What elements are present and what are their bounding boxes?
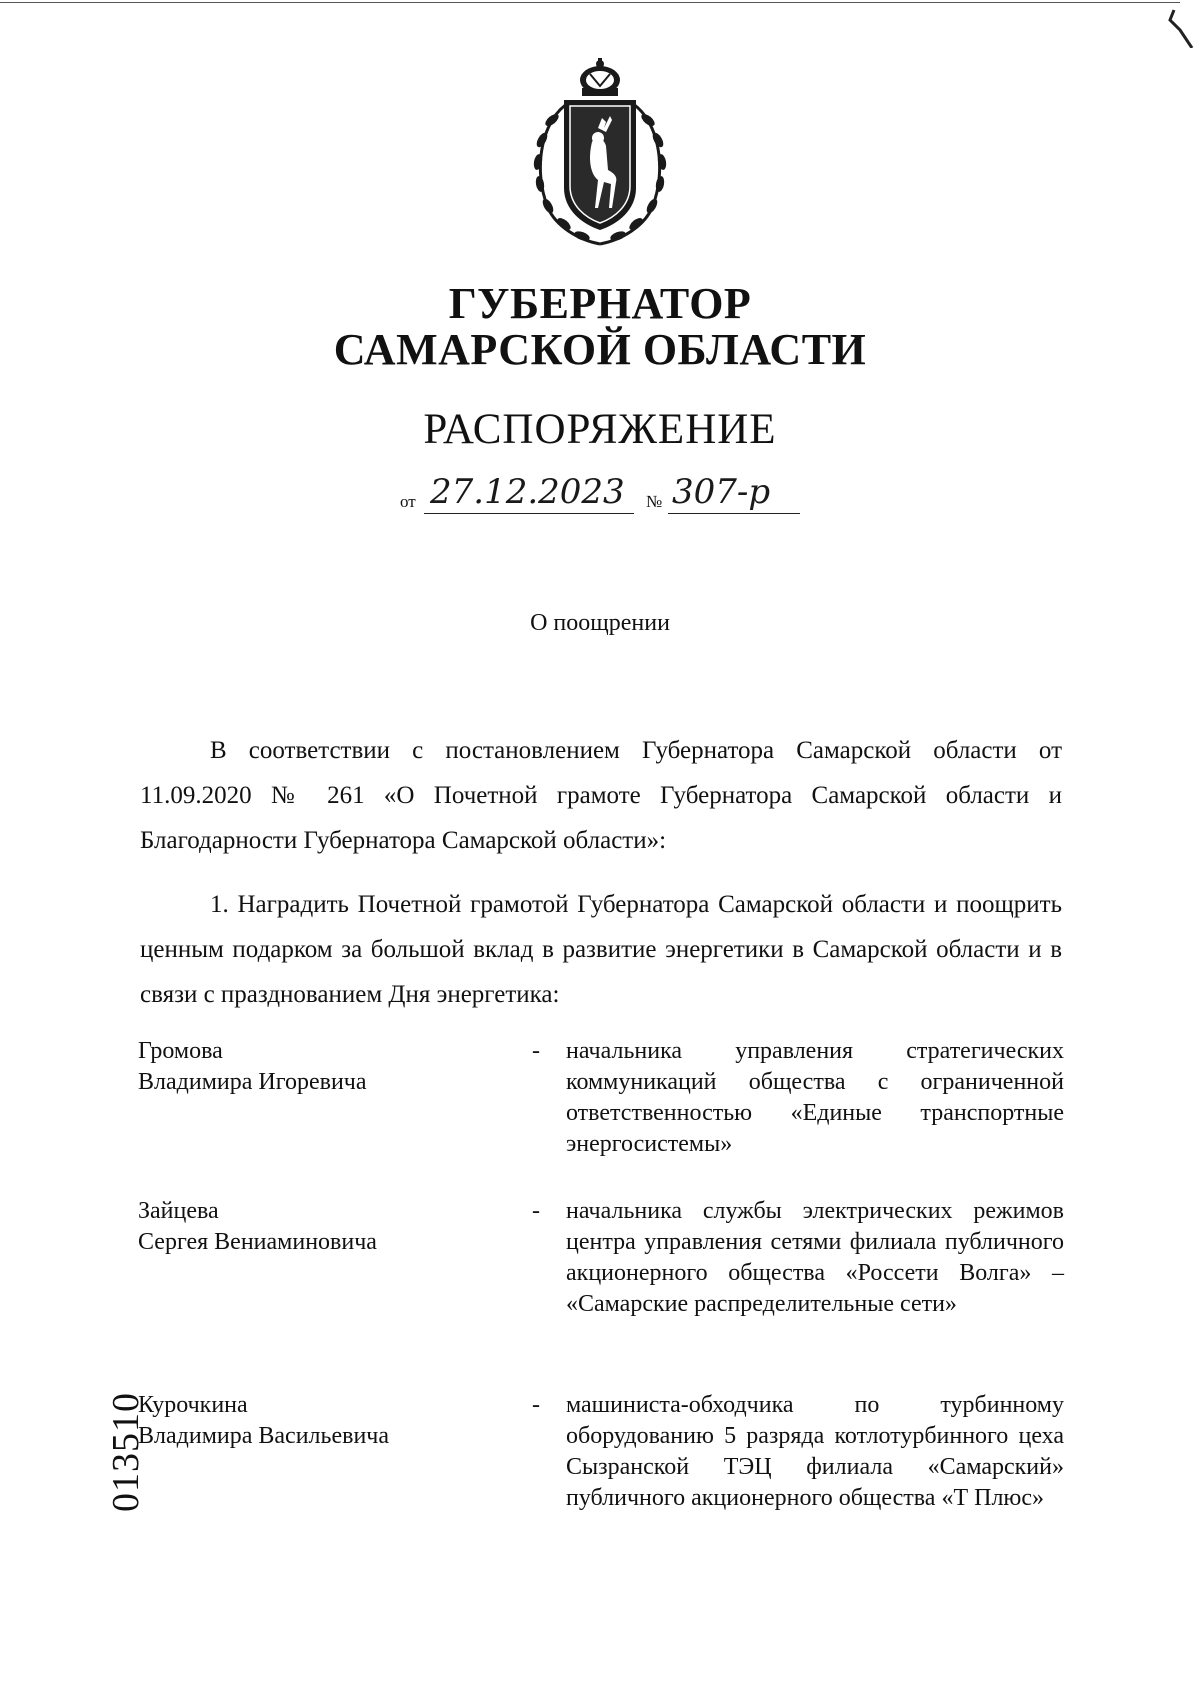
form-serial-number: 013510 (105, 1392, 147, 1512)
awardee-position: начальника управления стратегических коммуникаций общества с ограниченной ответственностью «Единые транспортные энергосистемы» (566, 1038, 1064, 1157)
awardee-dash: - (532, 1198, 540, 1224)
awardee-dash: - (532, 1392, 540, 1418)
document-subject: О поощрении (530, 610, 670, 636)
number-label: № (646, 492, 663, 511)
date-label: от (400, 492, 416, 511)
awardee-name (138, 1390, 498, 1452)
awardee-surname: Курочкина (138, 1392, 248, 1418)
awardee-surname: Громова (138, 1038, 223, 1064)
awardee-surname: Зайцева (138, 1198, 219, 1224)
awardee-given-name: Владимира Васильевича (138, 1423, 390, 1449)
awardee-name (138, 1036, 498, 1098)
handwritten-date: 27.12.2023 (430, 472, 625, 512)
awardee-name (138, 1196, 498, 1258)
awardee-position: машиниста-обходчика по турбинному оборудованию 5 разряда котлотурбинного цеха Сызранской ТЭЦ филиала «Самарский» публичного акционерного общества «Т Плюс» (566, 1392, 1064, 1511)
scan-top-edge (0, 2, 1180, 3)
awardee-given-name: Сергея Вениаминовича (138, 1229, 377, 1255)
number-underline (668, 513, 800, 514)
date-underline (424, 513, 634, 514)
awardee-position: начальника службы электрических режимов центра управления сетями филиала публичного акционерного общества «Россети Волга» – «Самарские распределительные сети» (566, 1198, 1064, 1317)
awardee-given-name: Владимира Игоревича (138, 1069, 367, 1095)
awardee-dash: - (532, 1038, 540, 1064)
date-number-line (400, 472, 810, 518)
item-1-paragraph: 1. Наградить Почетной грамотой Губернатора Самарской области и поощрить ценным подарком за большой вклад в развитие энергетики в Самарской области и в связи с празднованием Дня энергетика: (140, 891, 1062, 1008)
scan-corner-mark-icon (1166, 8, 1196, 48)
issuer-title-line2: САМАРСКОЙ ОБЛАСТИ (333, 325, 867, 374)
preamble-paragraph: В соответствии с постановлением Губернатора Самарской области от 11.09.2020 № 261 «О Почетной грамоте Губернатора Самарской области и Благодарности Губернатора Самарской области»: (140, 737, 1062, 854)
samara-coat-of-arms-icon (512, 58, 688, 250)
handwritten-number: 307-р (672, 472, 771, 512)
issuer-title-line1: ГУБЕРНАТОР (448, 279, 752, 328)
document-type: РАСПОРЯЖЕНИЕ (423, 406, 777, 453)
